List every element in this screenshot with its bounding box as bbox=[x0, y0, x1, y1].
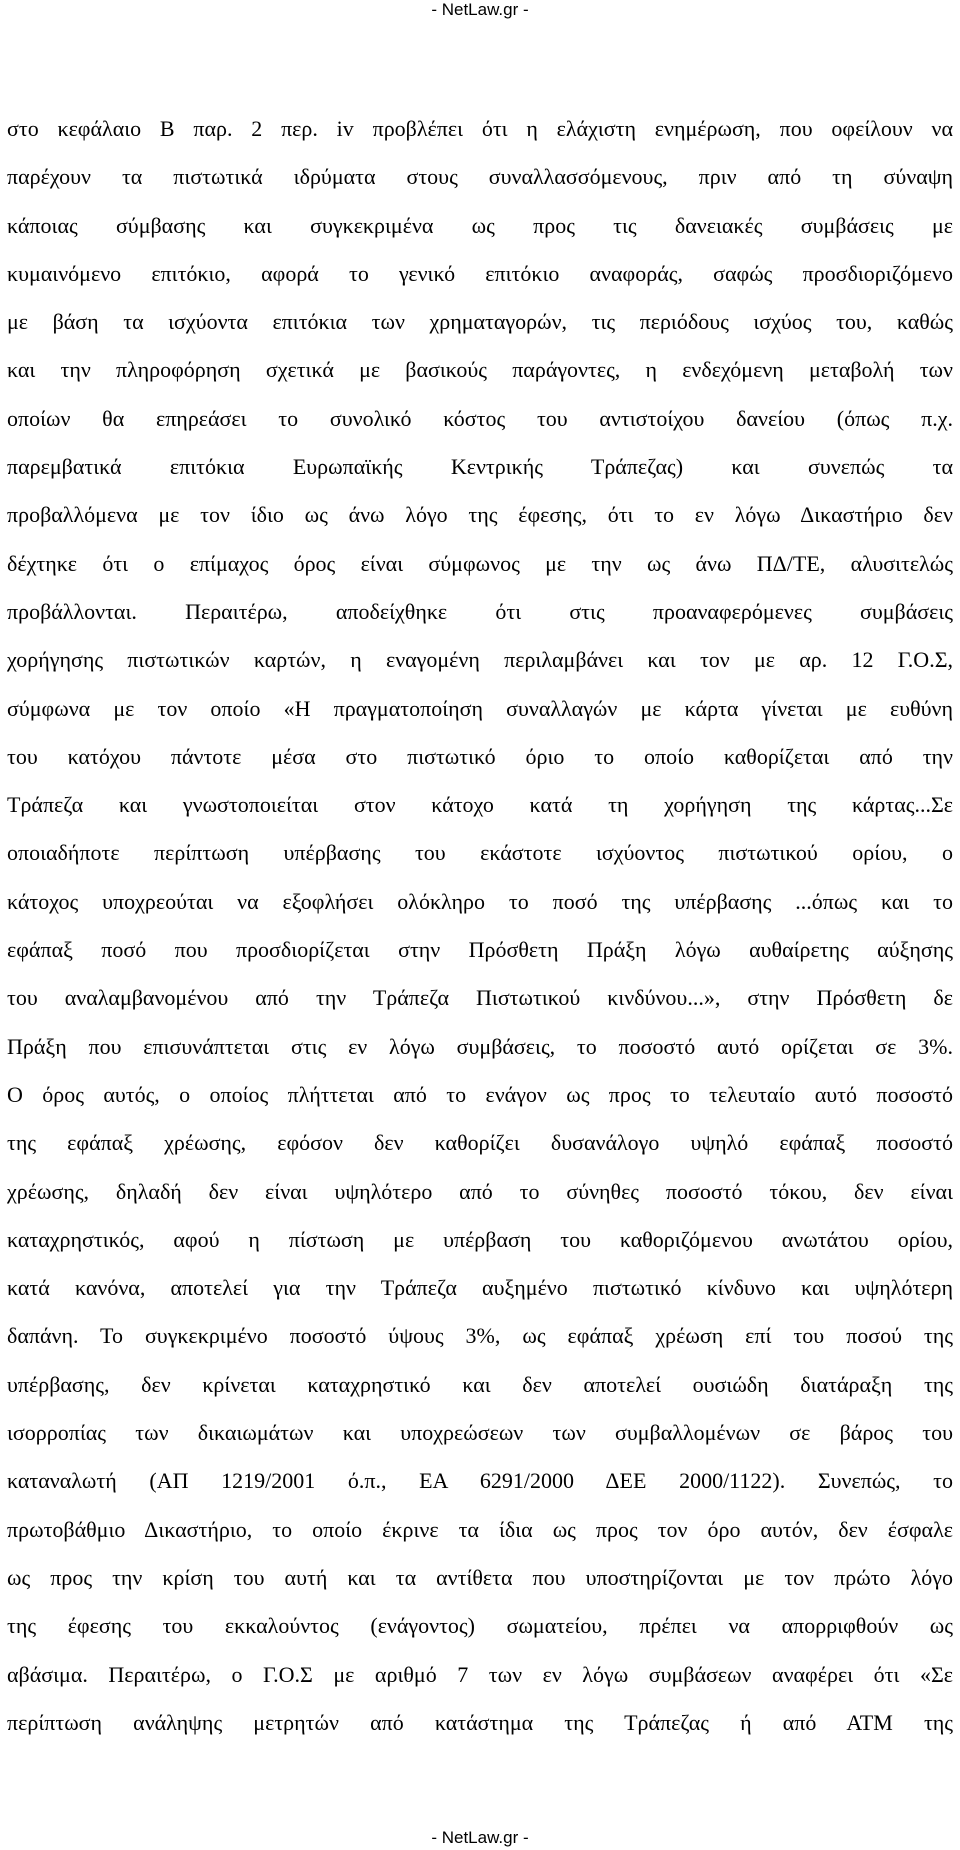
text-line: αβάσιμα. Περαιτέρω, ο Γ.Ο.Σ με αριθμό 7 των εν λόγω συμβάσεων αναφέρει ότι «Σε bbox=[7, 1661, 953, 1687]
text-line: του κατόχου πάντοτε μέσα στο πιστωτικό όριο το οποίο καθορίζεται από την bbox=[7, 743, 953, 769]
text-line: κατά κανόνα, αποτελεί για την Τράπεζα αυξημένο πιστωτικό κίνδυνο και υψηλότερη bbox=[7, 1275, 953, 1301]
text-line: πρωτοβάθμιο Δικαστήριο, το οποίο έκρινε τα ίδια ως προς τον όρο αυτόν, δεν έσφαλε bbox=[7, 1516, 953, 1542]
text-line: ως προς την κρίση του αυτή και τα αντίθετα που υποστηρίζονται με τον πρώτο λόγο bbox=[7, 1564, 953, 1590]
text-line: με βάση τα ισχύοντα επιτόκια των χρηματαγορών, τις περιόδους ισχύος του, καθώς bbox=[7, 309, 953, 335]
text-line: στο κεφάλαιο Β παρ. 2 περ. iv προβλέπει ότι η ελάχιστη ενημέρωση, που οφείλουν να bbox=[7, 116, 953, 141]
text-line: υπέρβασης, δεν κρίνεται καταχρηστικό και δεν αποτελεί ουσιώδη διατάραξη της bbox=[7, 1371, 953, 1397]
text-line: χρέωσης, δηλαδή δεν είναι υψηλότερο από το σύνηθες ποσοστό τόκου, δεν είναι bbox=[7, 1178, 953, 1204]
text-line: Τράπεζα και γνωστοποιείται στον κάτοχο κατά τη χορήγηση της κάρτας...Σε bbox=[7, 792, 953, 818]
text-line: χορήγησης πιστωτικών καρτών, η εναγομένη περιλαμβάνει και τον με αρ. 12 Γ.Ο.Σ, bbox=[7, 647, 953, 673]
text-line: καταχρηστικός, αφού η πίστωση με υπέρβαση του καθοριζόμενου ανωτάτου ορίου, bbox=[7, 1226, 953, 1252]
page-header: - NetLaw.gr - bbox=[431, 0, 529, 19]
text-line: Πράξη που επισυνάπτεται στις εν λόγω συμβάσεις, το ποσοστό αυτό ορίζεται σε 3%. bbox=[7, 1033, 953, 1059]
text-line: και την πληροφόρηση σχετικά με βασικούς παράγοντες, η ενδεχόμενη μεταβολή των bbox=[7, 357, 953, 383]
text-line: περίπτωση ανάληψης μετρητών από κατάστημα της Τράπεζας ή από ΑΤΜ της bbox=[7, 1709, 953, 1735]
text-line: οποιαδήποτε περίπτωση υπέρβασης του εκάστοτε ισχύοντος πιστωτικού ορίου, ο bbox=[7, 840, 953, 866]
text-line: κάποιας σύμβασης και συγκεκριμένα ως προς τις δανειακές συμβάσεις με bbox=[7, 212, 953, 238]
text-line: κυμαινόμενο επιτόκιο, αφορά το γενικό επιτόκιο αναφοράς, σαφώς προσδιοριζόμενο bbox=[7, 260, 953, 286]
text-line: σύμφωνα με τον οποίο «Η πραγματοποίηση συναλλαγών με κάρτα γίνεται με ευθύνη bbox=[7, 695, 953, 721]
text-line: παρέχουν τα πιστωτικά ιδρύματα στους συναλλασσόμενους, πριν από τη σύναψη bbox=[7, 164, 953, 190]
text-line: Ο όρος αυτός, ο οποίος πλήττεται από το ενάγον ως προς το τελευταίο αυτό ποσοστό bbox=[7, 1081, 953, 1107]
text-line: του αναλαμβανομένου από την Τράπεζα Πιστωτικού κινδύνου...», στην Πρόσθετη δε bbox=[7, 985, 953, 1011]
text-line: προβαλλόμενα με τον ίδιο ως άνω λόγο της έφεσης, ότι το εν λόγω Δικαστήριο δεν bbox=[7, 502, 953, 528]
text-line: καταναλωτή (ΑΠ 1219/2001 ό.π., ΕΑ 6291/2000 ΔΕΕ 2000/1122). Συνεπώς, το bbox=[7, 1468, 953, 1494]
text-line: οποίων θα επηρεάσει το συνολικό κόστος του αντιστοίχου δανείου (όπως π.χ. bbox=[7, 405, 953, 431]
text-line: της εφάπαξ χρέωσης, εφόσον δεν καθορίζει δυσανάλογο υψηλό εφάπαξ ποσοστό bbox=[7, 1130, 953, 1156]
text-line: παρεμβατικά επιτόκια Ευρωπαϊκής Κεντρικής Τράπεζας) και συνεπώς τα bbox=[7, 454, 953, 480]
text-line: προβάλλονται. Περαιτέρω, αποδείχθηκε ότι στις προαναφερόμενες συμβάσεις bbox=[7, 598, 953, 624]
text-line: δέχτηκε ότι ο επίμαχος όρος είναι σύμφωνος με την ως άνω ΠΔ/ΤΕ, αλυσιτελώς bbox=[7, 550, 953, 576]
text-line: ισορροπίας των δικαιωμάτων και υποχρεώσεων των συμβαλλομένων σε βάρος του bbox=[7, 1420, 953, 1446]
text-line: κάτοχος υποχρεούται να εξοφλήσει ολόκληρο το ποσό της υπέρβασης ...όπως και το bbox=[7, 888, 953, 914]
text-line: δαπάνη. Το συγκεκριμένο ποσοστό ύψους 3%, ως εφάπαξ χρέωση επί του ποσού της bbox=[7, 1323, 953, 1349]
page-footer: - NetLaw.gr - bbox=[431, 1828, 529, 1847]
text-line: εφάπαξ ποσό που προσδιορίζεται στην Πρόσθετη Πράξη λόγω αυθαίρετης αύξησης bbox=[7, 937, 953, 963]
document-body bbox=[7, 118, 953, 1760]
text-line: της έφεσης του εκκαλούντος (ενάγοντος) σωματείου, πρέπει να απορριφθούν ως bbox=[7, 1613, 953, 1639]
